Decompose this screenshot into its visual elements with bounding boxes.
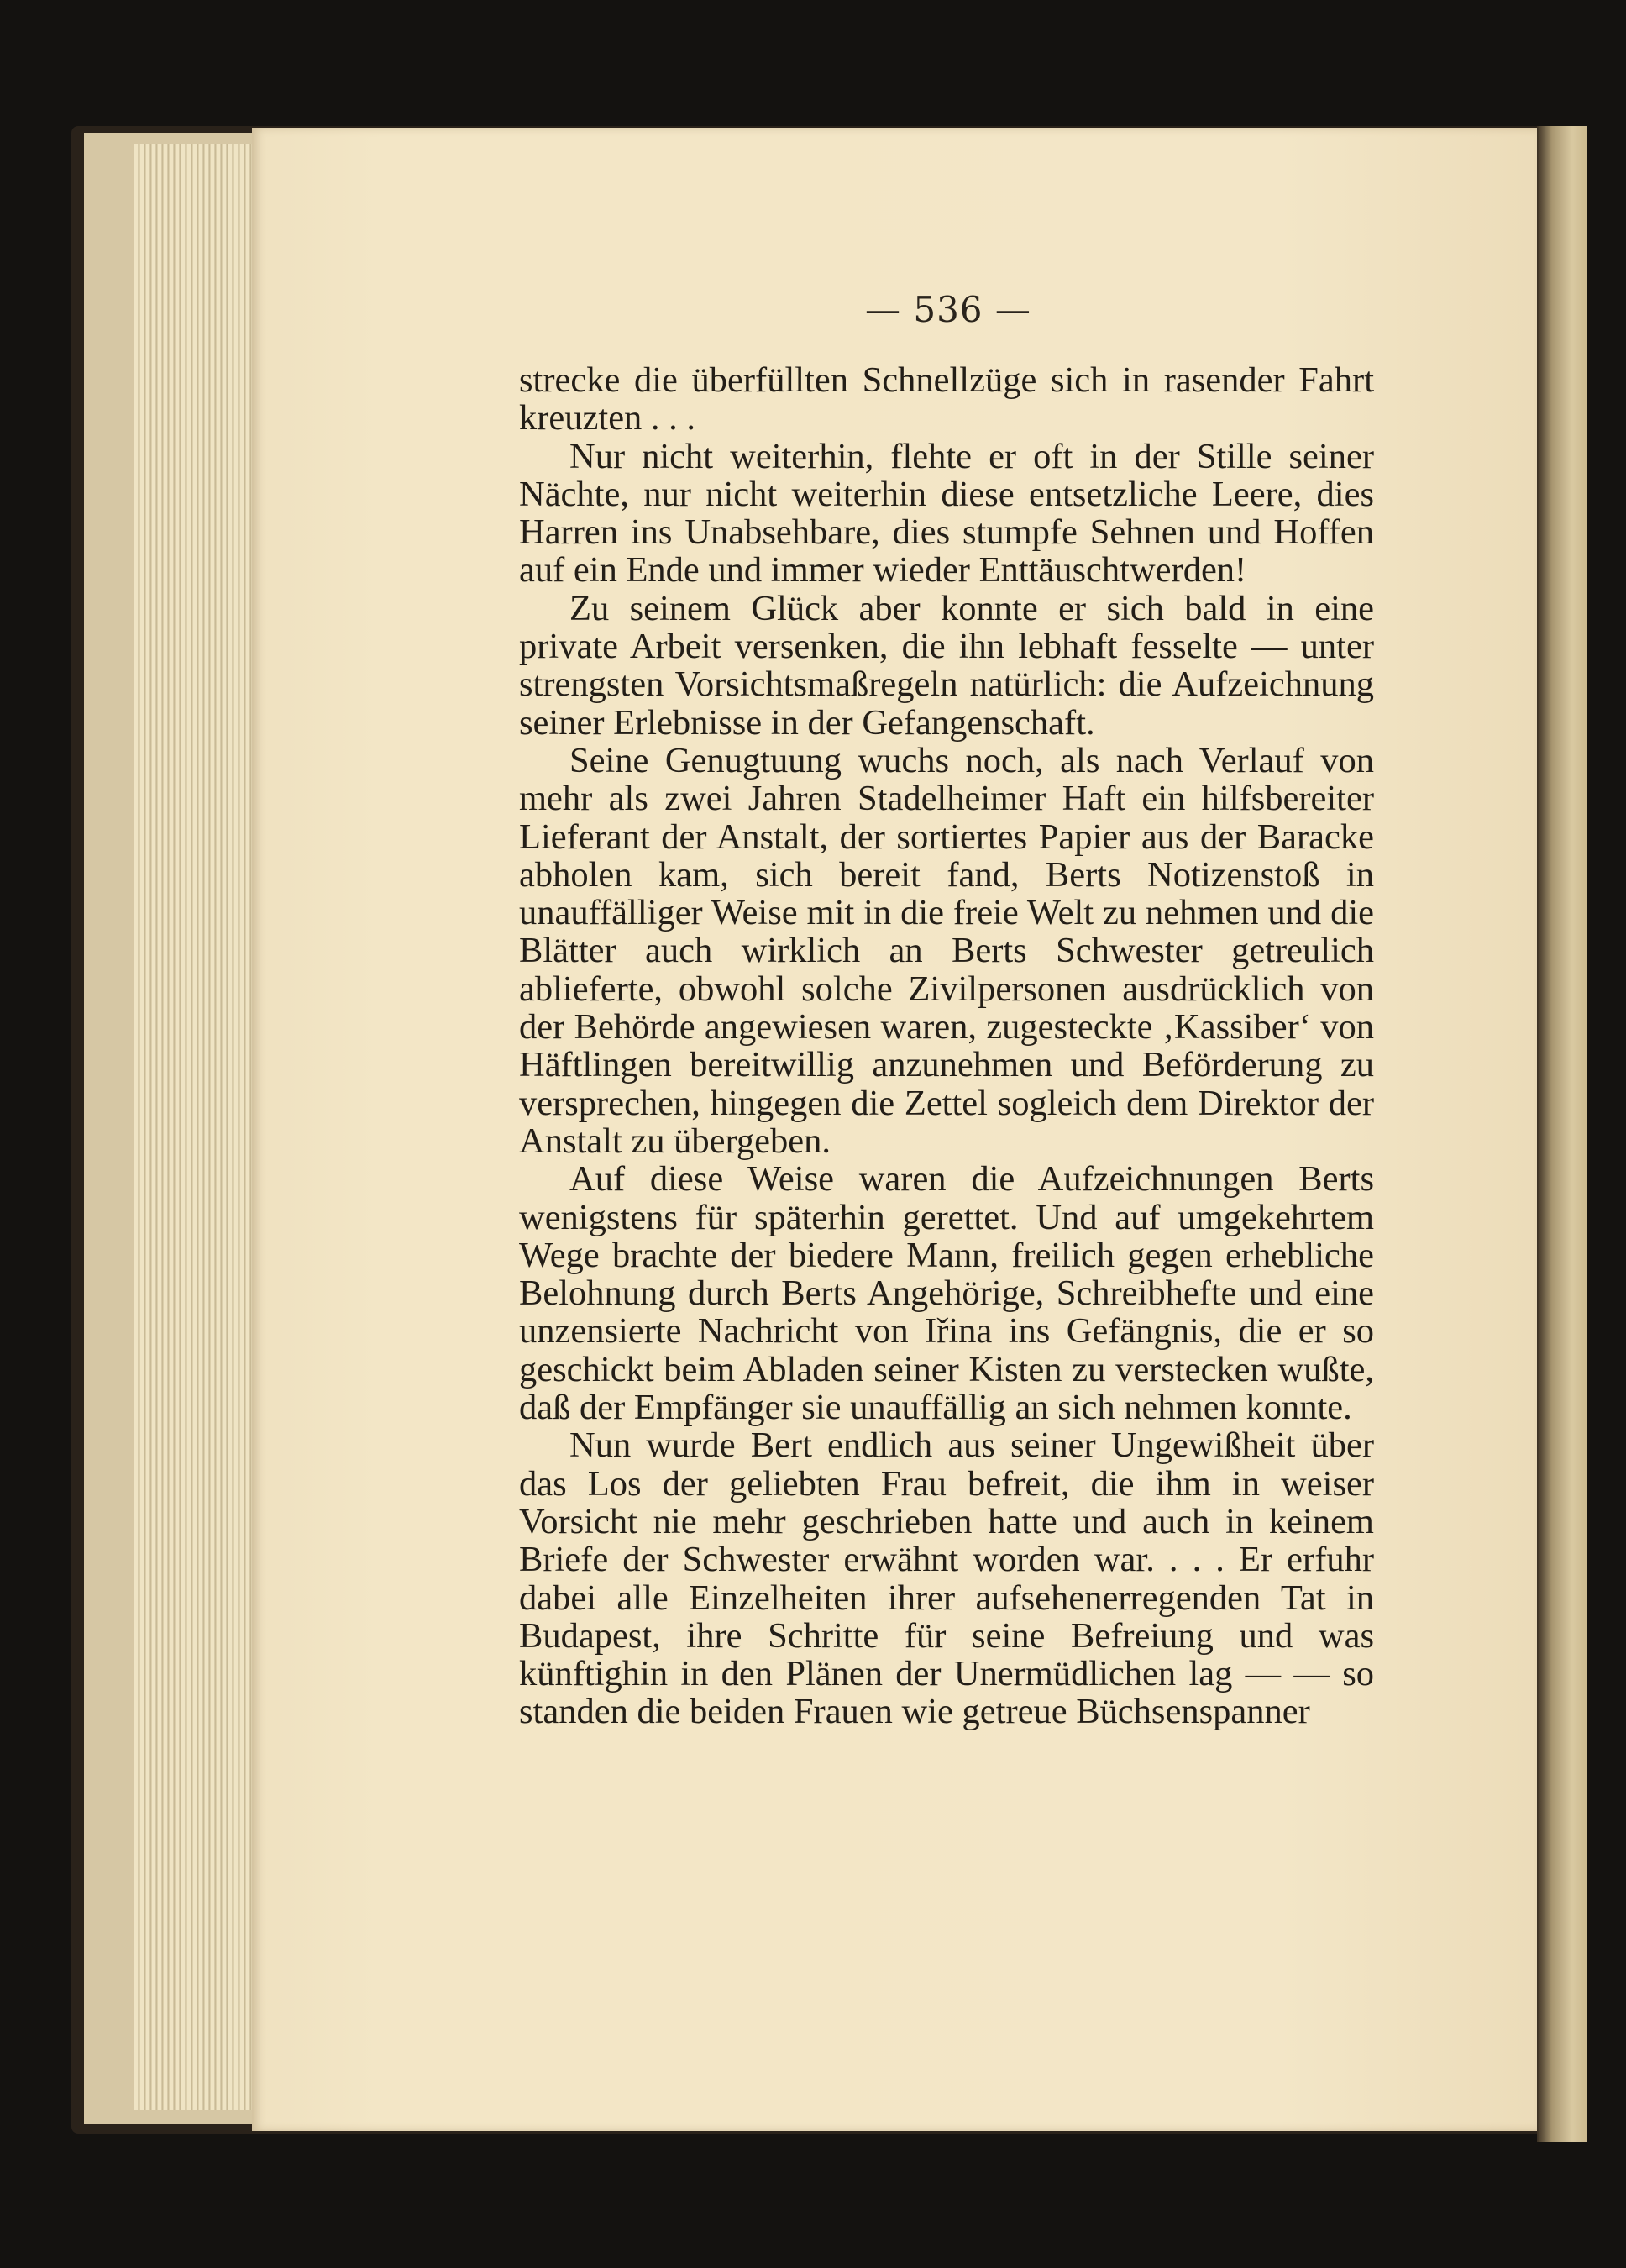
body-text <box>519 361 1374 1731</box>
facing-page-edge <box>1537 126 1587 2142</box>
page-edges <box>134 144 260 2110</box>
paragraph-5: Auf diese Weise waren die Aufzeichnungen Berts wenigstens für späterhin gerettet. Und auf umgekehrtem Wege brachte der biedere Mann, freilich gegen erhebliche Belohnung durch Berts Angehörige, Schreibhefte und eine unzensierte Nachricht von Iřina ins Gefängnis, die er so geschickt beim Abladen seiner Kisten zu verstecken wußte, daß der Empfänger sie unauffällig an sich nehmen konnte. <box>519 1159 1374 1428</box>
paragraph-1: strecke die überfüllten Schnellzüge sich in rasender Fahrt kreuzten . . . <box>519 360 1374 438</box>
paragraph-6: Nun wurde Bert endlich aus seiner Ungewißheit über das Los der geliebten Frau befreit, die ihm in weiser Vorsicht nie mehr geschrieben hatte und auch in keinem Briefe der Schwester erwähnt worden war. . . . Er erfuhr dabei alle Einzelheiten ihrer aufsehenerregenden Tat in Budapest, ihre Schritte für seine Befreiung und was künftighin in den Plänen der Unermüdlichen lag — — so standen die beiden Frauen wie getreue Büchsenspanner <box>519 1425 1374 1732</box>
page-number: — 536 — <box>865 289 1031 330</box>
paragraph-2: Nur nicht weiterhin, flehte er oft in der Stille seiner Nächte, nur nicht weiterhin diese entsetzliche Leere, dies Harren ins Unabsehbare, dies stumpfe Sehnen und Hoffen auf ein Ende und immer wieder Enttäuschtwerden! <box>519 436 1374 591</box>
paragraph-3: Zu seinem Glück aber konnte er sich bald in eine private Arbeit versenken, die ihn lebhaft fesselte — unter strengsten Vorsichtsmaßregeln natürlich: die Aufzeichnung seiner Erlebnisse in der Gefangenschaft. <box>519 588 1374 743</box>
paragraph-4: Seine Genugtuung wuchs noch, als nach Verlauf von mehr als zwei Jahren Stadelheimer Haft ein hilfsbereiter Lieferant der Anstalt, der sortiertes Papier aus der Baracke abholen kam, sich bereit fand, Berts Notizenstoß in unauffälliger Weise mit in die freie Welt zu nehmen und die Blätter auch wirklich an Berts Schwester getreulich ablieferte, obwohl solche Zivilpersonen ausdrücklich von der Behörde angewiesen waren, zugesteckte ‚Kassiber‘ von Häftlingen bereitwillig anzunehmen und Beförderung zu versprechen, hingegen die Zettel sogleich dem Direktor der Anstalt zu übergeben. <box>519 740 1374 1161</box>
